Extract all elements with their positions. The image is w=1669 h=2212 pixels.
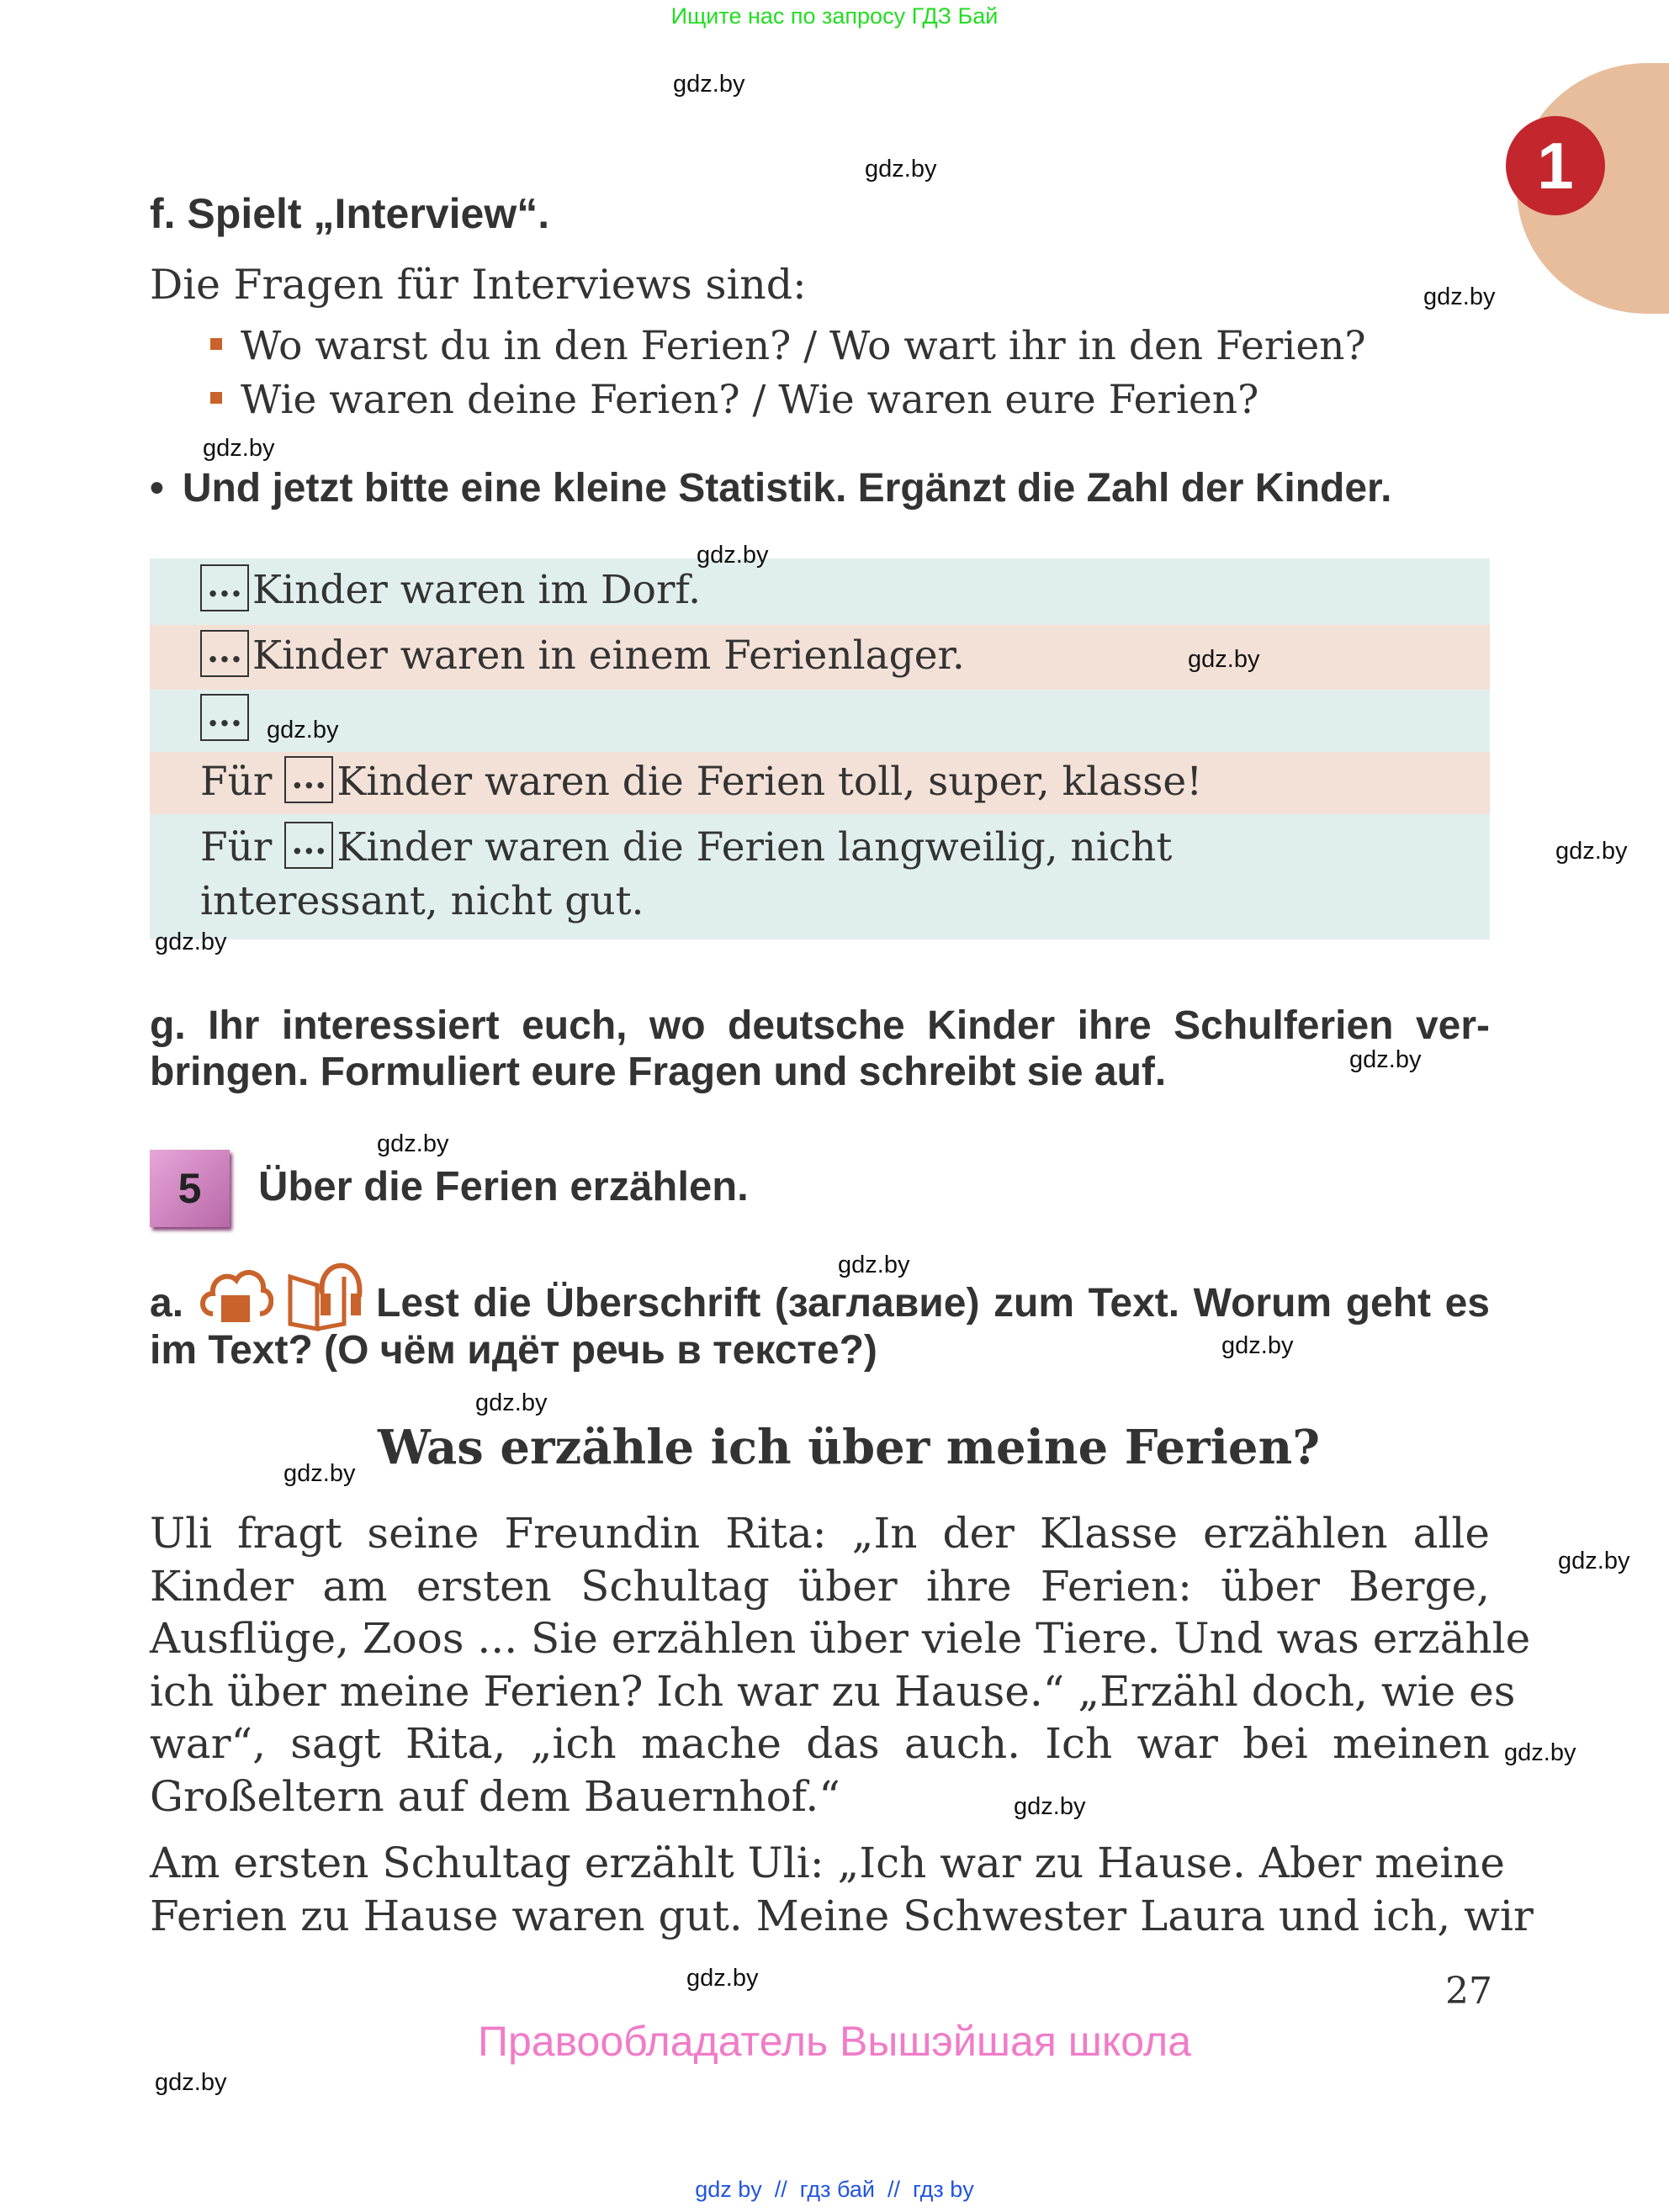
question-text: Wo warst du in den Ferien? / Wo wart ihr in den Ferien? — [241, 323, 1366, 369]
watermark: gdz.by — [1558, 1548, 1630, 1574]
question-text: Wie waren deine Ferien? / Wie waren eure Ferien? — [241, 377, 1259, 423]
watermark: gdz.by — [475, 1389, 548, 1416]
text-title: Was erzähle ich über meine Ferien? — [378, 1420, 1320, 1475]
watermark: gdz.by — [267, 717, 339, 744]
chapter-number-badge: 1 — [1506, 116, 1605, 215]
task-text: Und jetzt bitte eine kleine Statistik. Ergänzt die Zahl der Kinder. — [182, 466, 1392, 511]
search-hint: Ищите нас по запросу ГДЗ Бай — [670, 3, 999, 29]
text-line: Großeltern auf dem Bauernhof.“ — [150, 1771, 840, 1821]
table-row — [150, 690, 1490, 752]
table-row — [150, 814, 1490, 939]
statistics-table — [150, 558, 1490, 939]
question-item — [210, 377, 1258, 423]
copyright-notice: Правообладатель Вышэйшая школа — [478, 2018, 1191, 2065]
watermark: gdz.by — [1555, 838, 1628, 865]
blank-box[interactable]: ... — [200, 694, 249, 741]
paragraph-2 — [150, 1837, 1534, 1942]
page-number: 27 — [1445, 1970, 1492, 2013]
table-row — [150, 625, 1490, 690]
paragraph-1 — [150, 1507, 1531, 1823]
exercise-number-badge: 5 — [150, 1150, 230, 1227]
book-headphones-icon — [283, 1252, 363, 1331]
blank-box[interactable]: ... — [200, 564, 249, 611]
footer-links[interactable]: gdz by // гдз бай // гдз by — [695, 2177, 974, 2202]
text-line: war“, sagt Rita, „ich mache das auch. Ich war bei meinen — [150, 1719, 1490, 1768]
text-line: Am ersten Schultag erzählt Uli: „Ich war zu Hause. Aber meine — [150, 1839, 1506, 1887]
watermark: gdz.by — [1014, 1793, 1086, 1820]
cloud-folder-icon — [198, 1262, 273, 1329]
watermark: gdz.by — [1349, 1046, 1422, 1073]
task-a-label: a. — [150, 1281, 184, 1326]
row-text: Kinder waren in einem Ferienlager. — [252, 632, 965, 679]
watermark: gdz.by — [1423, 283, 1496, 310]
exercise-title: Über die Ferien erzählen. — [258, 1164, 749, 1209]
watermark: gdz.by — [155, 2069, 227, 2096]
bullet-square-icon — [210, 392, 222, 404]
watermark: gdz.by — [203, 435, 275, 462]
watermark: gdz.by — [1221, 1332, 1294, 1359]
bullet-dot-icon: • — [150, 466, 164, 511]
section-f-intro: Die Fragen für Interviews sind: — [150, 261, 807, 309]
text-line: Uli fragt seine Freundin Rita: „In der Klasse erzählen alle — [150, 1509, 1490, 1558]
text-line: ich über meine Ferien? Ich war zu Hause.“ „Erzähl doch, wie es — [150, 1666, 1516, 1716]
blank-box[interactable]: ... — [200, 630, 249, 677]
text-line: Kinder am ersten Schultag über ihre Ferien: über Berge, — [150, 1561, 1490, 1611]
text-line: Ausflüge, Zoos ... Sie erzählen über viele Tiere. Und was erzähle — [150, 1614, 1531, 1663]
row-text: Kinder waren die Ferien langweilig, nicht — [336, 824, 1173, 871]
section-g-line: g. Ihr interessiert euch, wo deutsche Kinder ihre Schulferien ver- — [150, 1003, 1490, 1048]
watermark: gdz.by — [697, 542, 769, 569]
bullet-square-icon — [210, 338, 222, 350]
watermark: gdz.by — [673, 71, 745, 98]
table-row — [150, 752, 1490, 814]
section-g-line: bringen. Formuliert eure Fragen und schreibt sie auf. — [150, 1050, 1167, 1094]
row-prefix: Für — [200, 824, 273, 871]
watermark: gdz.by — [865, 156, 937, 183]
watermark: gdz.by — [155, 929, 227, 955]
task-a-line: im Text? (О чём идёт речь в тексте?) — [150, 1328, 877, 1373]
watermark: gdz.by — [377, 1130, 449, 1157]
blank-box[interactable]: ... — [284, 822, 333, 869]
section-f-title: f. Spielt „Interview“. — [150, 190, 550, 237]
question-item — [210, 323, 1366, 369]
watermark: gdz.by — [283, 1460, 356, 1487]
task-a-line: Lest die Überschrift (заглавие) zum Text. Worum geht es — [376, 1281, 1490, 1326]
row-text: Kinder waren die Ferien toll, super, klasse! — [336, 759, 1203, 805]
watermark: gdz.by — [1188, 646, 1260, 673]
row-text: Kinder waren im Dorf. — [252, 567, 702, 613]
watermark: gdz.by — [1504, 1739, 1576, 1766]
statistics-task — [150, 465, 1391, 511]
watermark: gdz.by — [838, 1252, 910, 1278]
row-prefix: Für — [200, 759, 273, 805]
text-line: Ferien zu Hause waren gut. Meine Schwester Laura und ich, wir — [150, 1891, 1534, 1940]
blank-box[interactable]: ... — [284, 756, 333, 803]
watermark: gdz.by — [686, 1965, 759, 1992]
table-row — [150, 558, 1490, 625]
row-text-continued: interessant, nicht gut. — [200, 878, 644, 924]
